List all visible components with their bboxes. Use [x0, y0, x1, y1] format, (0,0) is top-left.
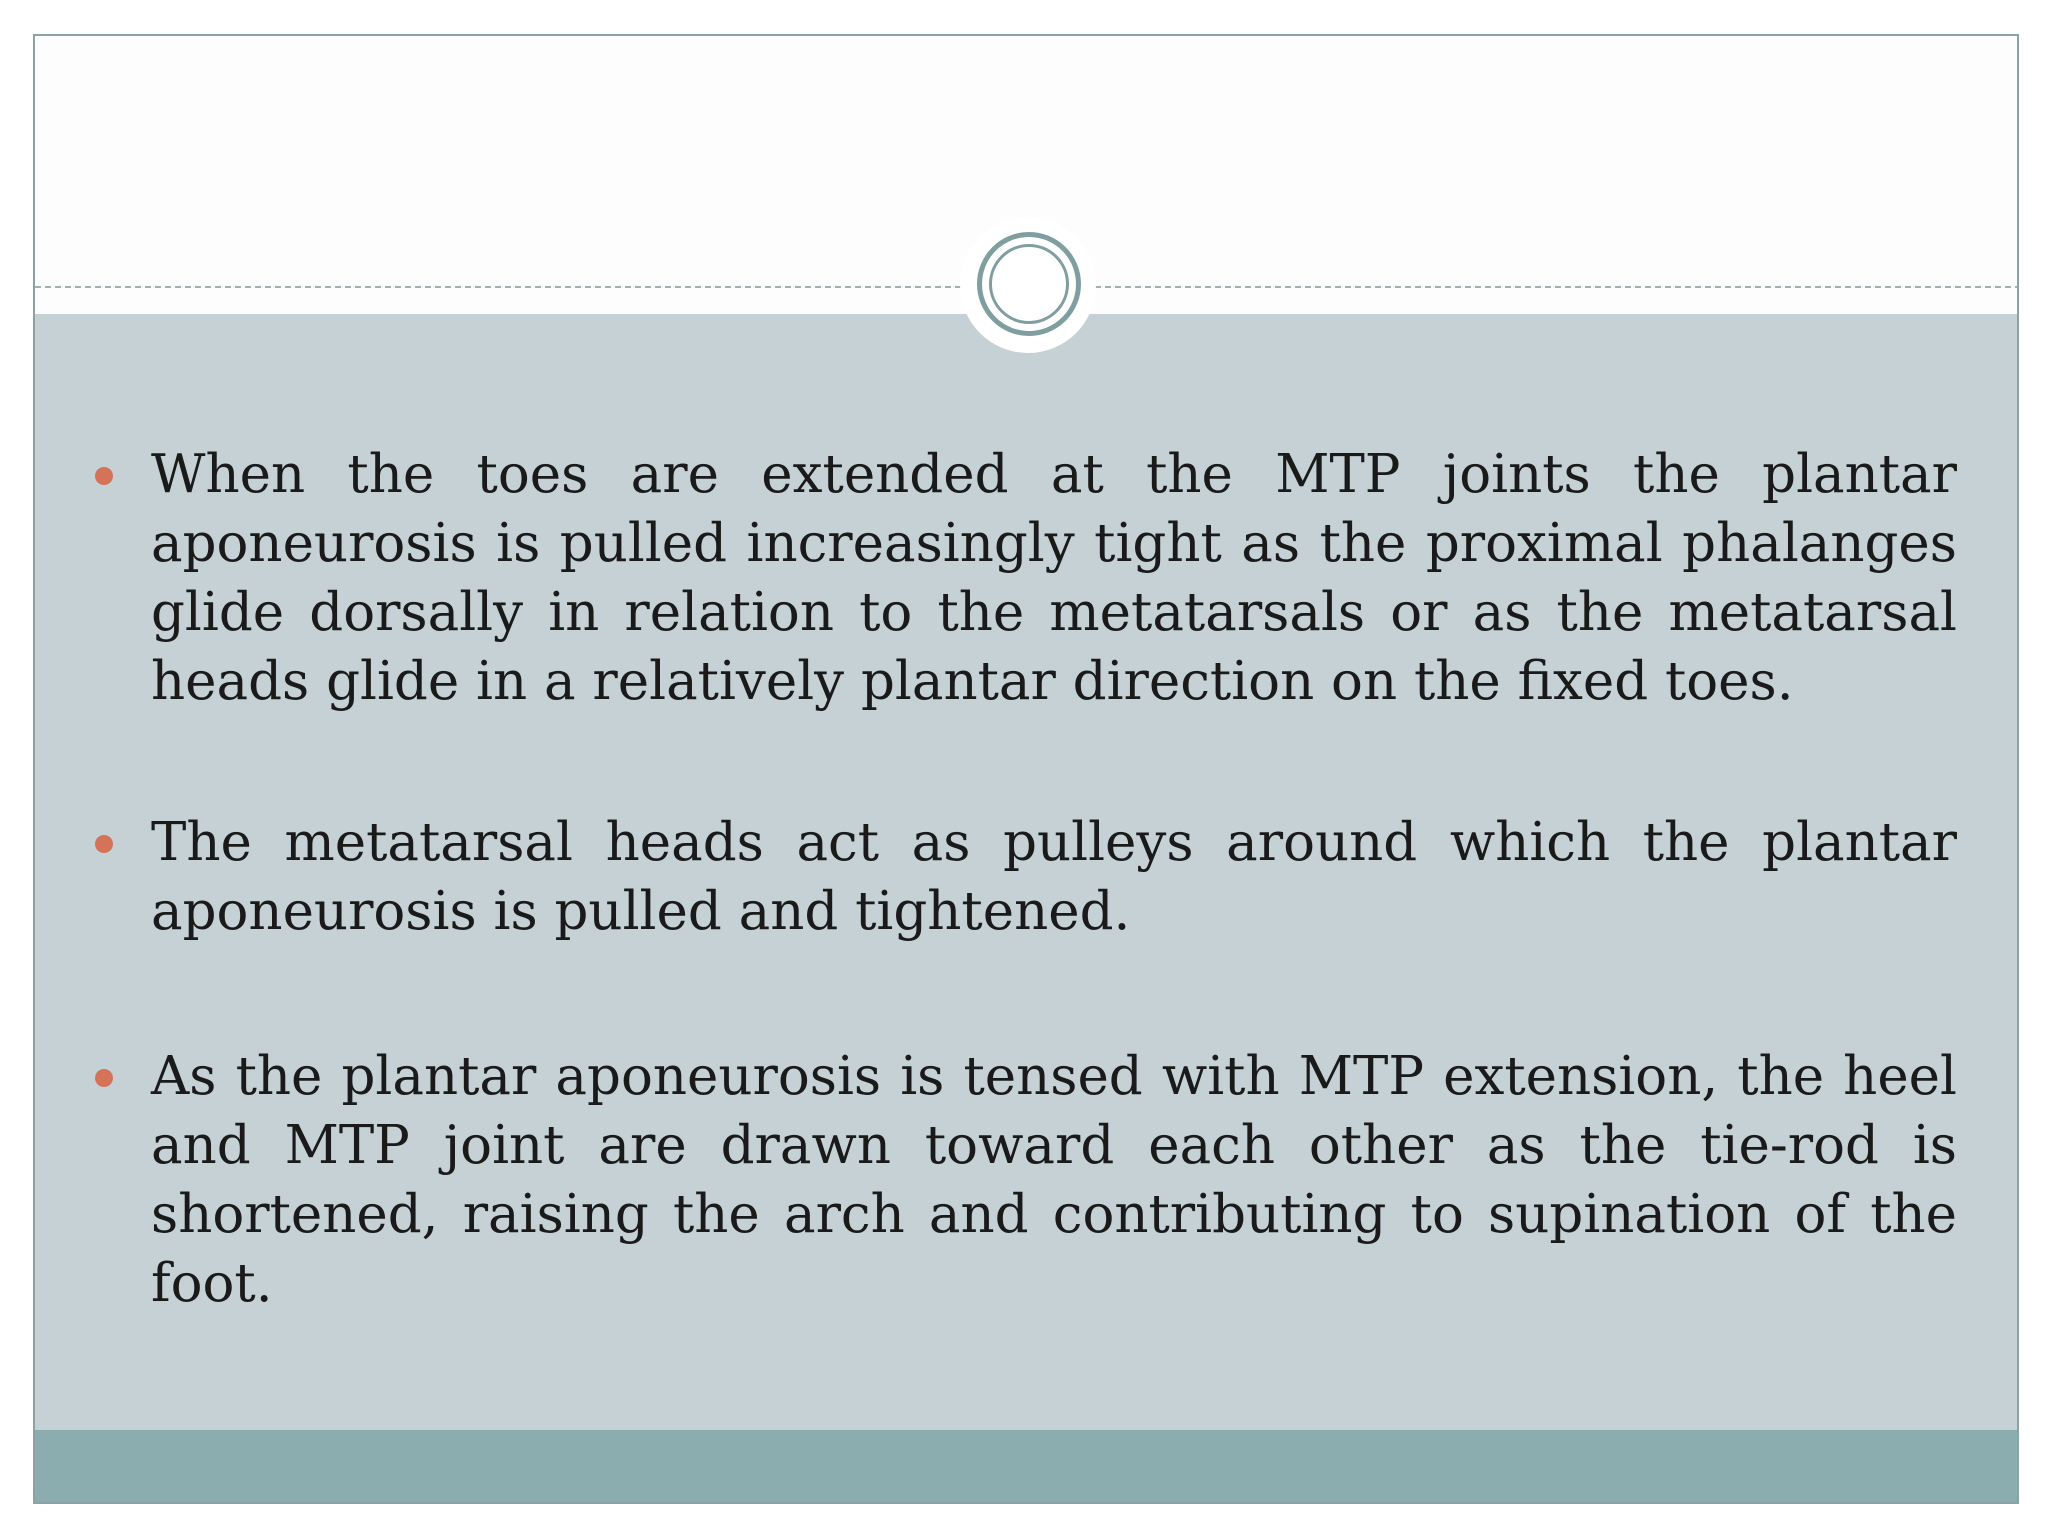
- bullet-dot-icon: [95, 467, 113, 485]
- bullet-text-2: The metatarsal heads act as pulleys around which the plantar aponeurosis is pulled and tightened.: [151, 812, 1957, 942]
- bullet-dot-icon: [95, 1069, 113, 1087]
- bullet-text-1: When the toes are extended at the MTP joints the plantar aponeurosis is pulled increasingly tight as the proximal phalanges glide dorsally in relation to the metatarsals or as the metatarsal heads glide in a relatively plantar direction on the fixed toes.: [151, 444, 1957, 712]
- slide: [33, 34, 2019, 1504]
- bullet-text-3: As the plantar aponeurosis is tensed with MTP extension, the heel and MTP joint are drawn toward each other as the tie-rod is shortened, raising the arch and contributing to supination of the foot.: [151, 1046, 1957, 1314]
- bullet-dot-icon: [95, 835, 113, 853]
- bullet-list: [35, 36, 2017, 1502]
